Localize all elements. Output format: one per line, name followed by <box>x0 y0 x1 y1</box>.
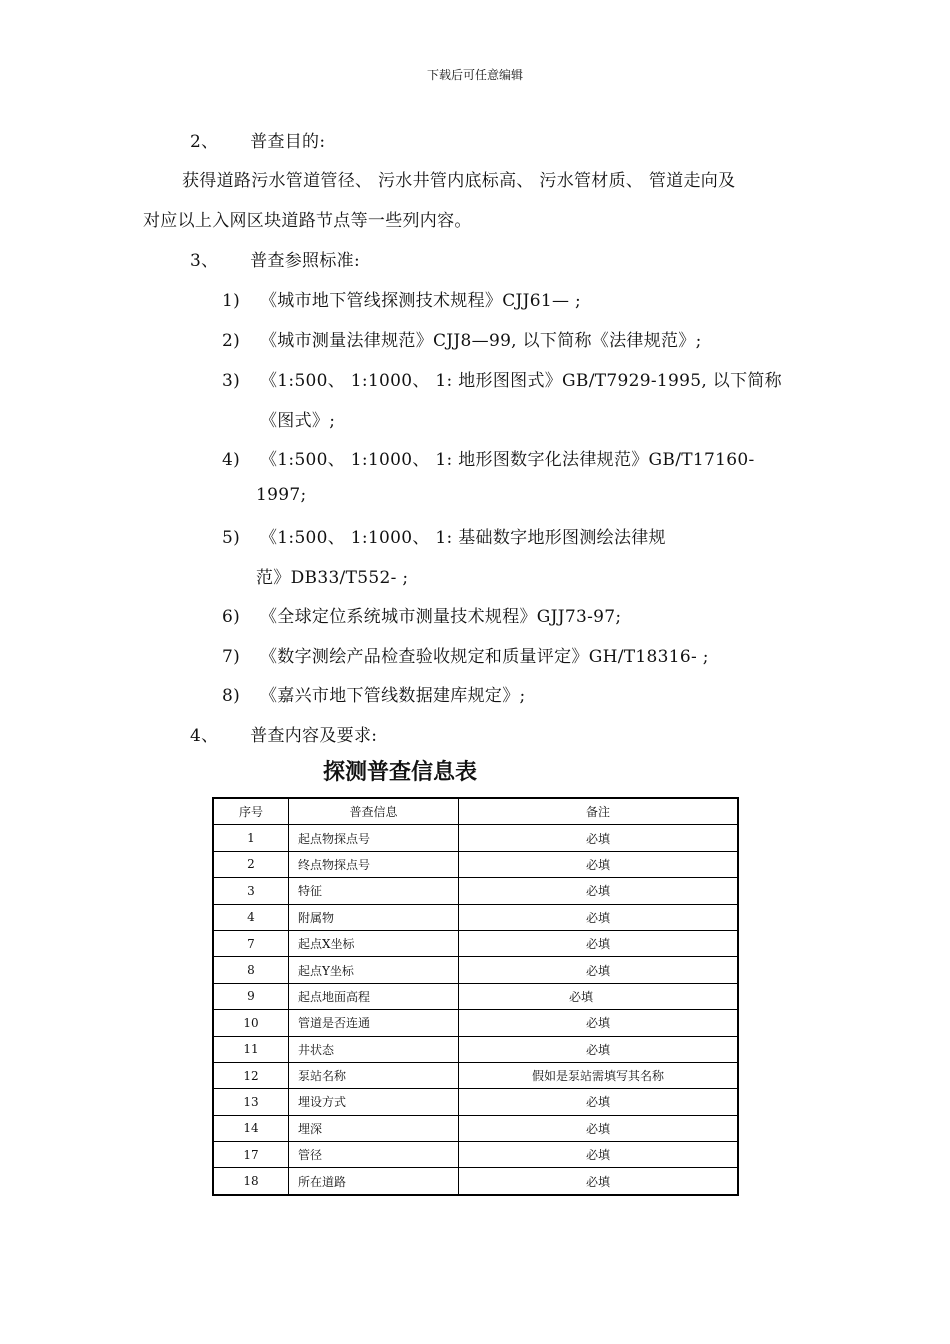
cell-info: 埋深 <box>289 1115 459 1141</box>
table-row <box>213 878 738 904</box>
cell-note: 必填 <box>459 825 739 851</box>
reference-item <box>222 366 782 391</box>
section-3-heading <box>190 246 360 271</box>
cell-info: 终点物探点号 <box>289 851 459 877</box>
reference-number: 5) <box>222 528 241 548</box>
table-row <box>213 851 738 877</box>
cell-info: 管道是否连通 <box>289 1010 459 1036</box>
reference-item <box>222 326 702 351</box>
reference-item <box>222 445 755 470</box>
cell-note: 必填 <box>459 851 739 877</box>
table-header-row <box>213 798 738 825</box>
table-row <box>213 1142 738 1168</box>
cell-number: 11 <box>213 1036 289 1062</box>
column-header-number: 序号 <box>213 798 289 825</box>
cell-note: 必填 <box>459 1115 739 1141</box>
section-3-label: 普查参照标准: <box>250 251 360 271</box>
reference-number: 1) <box>222 291 241 311</box>
cell-note: 必填 <box>459 930 739 956</box>
cell-number: 18 <box>213 1168 289 1195</box>
table-title: 探测普查信息表 <box>322 760 477 785</box>
table-row <box>213 930 738 956</box>
cell-info: 管径 <box>289 1142 459 1168</box>
cell-info: 起点X坐标 <box>289 930 459 956</box>
reference-item <box>222 681 526 706</box>
reference-item <box>222 286 581 311</box>
reference-item <box>222 642 709 667</box>
cell-note: 必填 <box>459 1089 739 1115</box>
section-4-number: 4、 <box>190 726 219 746</box>
reference-number: 8) <box>222 686 241 706</box>
reference-text-continued: 1997; <box>256 485 307 505</box>
cell-info: 起点Y坐标 <box>289 957 459 983</box>
column-header-info: 普查信息 <box>289 798 459 825</box>
table-row <box>213 904 738 930</box>
table-row <box>213 1115 738 1141</box>
cell-note: 必填 <box>459 983 739 1009</box>
cell-number: 8 <box>213 957 289 983</box>
reference-number: 7) <box>222 647 241 667</box>
survey-info-table <box>212 797 739 1196</box>
table-row <box>213 1010 738 1036</box>
section-2-heading <box>190 127 325 152</box>
section-4-heading <box>190 721 377 746</box>
reference-item <box>222 602 621 627</box>
cell-number: 2 <box>213 851 289 877</box>
reference-text: 《城市测量法律规范》CJJ8—99, 以下简称《法律规范》; <box>260 331 702 351</box>
table-row <box>213 1036 738 1062</box>
cell-info: 泵站名称 <box>289 1062 459 1088</box>
reference-text: 《1:500、 1:1000、 1: 地形图图式》GB/T7929-1995, 以下简称 <box>260 371 782 391</box>
cell-info: 起点地面高程 <box>289 983 459 1009</box>
cell-number: 14 <box>213 1115 289 1141</box>
cell-info: 起点物探点号 <box>289 825 459 851</box>
cell-note: 必填 <box>459 904 739 930</box>
table-row <box>213 1062 738 1088</box>
reference-text: 《数字测绘产品检查验收规定和质量评定》GH/T18316- ; <box>260 647 709 667</box>
table-row <box>213 1168 738 1195</box>
reference-text-continued: 《图式》; <box>260 411 336 431</box>
reference-text: 《1:500、 1:1000、 1: 地形图数字化法律规范》GB/T17160- <box>260 450 755 470</box>
cell-note: 必填 <box>459 1036 739 1062</box>
reference-text: 《全球定位系统城市测量技术规程》GJJ73-97; <box>260 607 622 627</box>
cell-number: 3 <box>213 878 289 904</box>
cell-number: 13 <box>213 1089 289 1115</box>
cell-number: 4 <box>213 904 289 930</box>
reference-text-continued: 范》DB33/T552- ; <box>256 568 409 588</box>
reference-item <box>222 523 666 548</box>
cell-number: 17 <box>213 1142 289 1168</box>
cell-note: 必填 <box>459 878 739 904</box>
cell-number: 1 <box>213 825 289 851</box>
table-row <box>213 957 738 983</box>
section-4-label: 普查内容及要求: <box>250 726 378 746</box>
cell-info: 埋设方式 <box>289 1089 459 1115</box>
table-row <box>213 983 738 1009</box>
section-3-number: 3、 <box>190 251 219 271</box>
reference-text: 《嘉兴市地下管线数据建库规定》; <box>260 686 526 706</box>
cell-info: 特征 <box>289 878 459 904</box>
cell-note: 必填 <box>459 1142 739 1168</box>
section-2-label: 普查目的: <box>250 132 326 152</box>
cell-number: 9 <box>213 983 289 1009</box>
reference-text: 《1:500、 1:1000、 1: 基础数字地形图测绘法律规 <box>260 528 666 548</box>
section-2-number: 2、 <box>190 132 219 152</box>
cell-info: 所在道路 <box>289 1168 459 1195</box>
cell-info: 附属物 <box>289 904 459 930</box>
column-header-note: 备注 <box>459 798 739 825</box>
table-row <box>213 825 738 851</box>
cell-note: 必填 <box>459 1168 739 1195</box>
reference-number: 3) <box>222 371 241 391</box>
reference-text: 《城市地下管线探测技术规程》CJJ61— ; <box>260 291 581 311</box>
cell-note: 必填 <box>459 1010 739 1036</box>
cell-note: 假如是泵站需填写其名称 <box>459 1062 739 1088</box>
paragraph-line-1: 获得道路污水管道管径、 污水井管内底标高、 污水管材质、 管道走向及 <box>182 171 736 191</box>
cell-number: 7 <box>213 930 289 956</box>
reference-number: 4) <box>222 450 241 470</box>
reference-number: 6) <box>222 607 241 627</box>
table-row <box>213 1089 738 1115</box>
cell-note: 必填 <box>459 957 739 983</box>
paragraph-line-2: 对应以上入网区块道路节点等一些列内容。 <box>143 211 472 231</box>
reference-number: 2) <box>222 331 241 351</box>
cell-number: 12 <box>213 1062 289 1088</box>
cell-info: 井状态 <box>289 1036 459 1062</box>
cell-number: 10 <box>213 1010 289 1036</box>
page-header: 下载后可任意编辑 <box>426 68 523 82</box>
